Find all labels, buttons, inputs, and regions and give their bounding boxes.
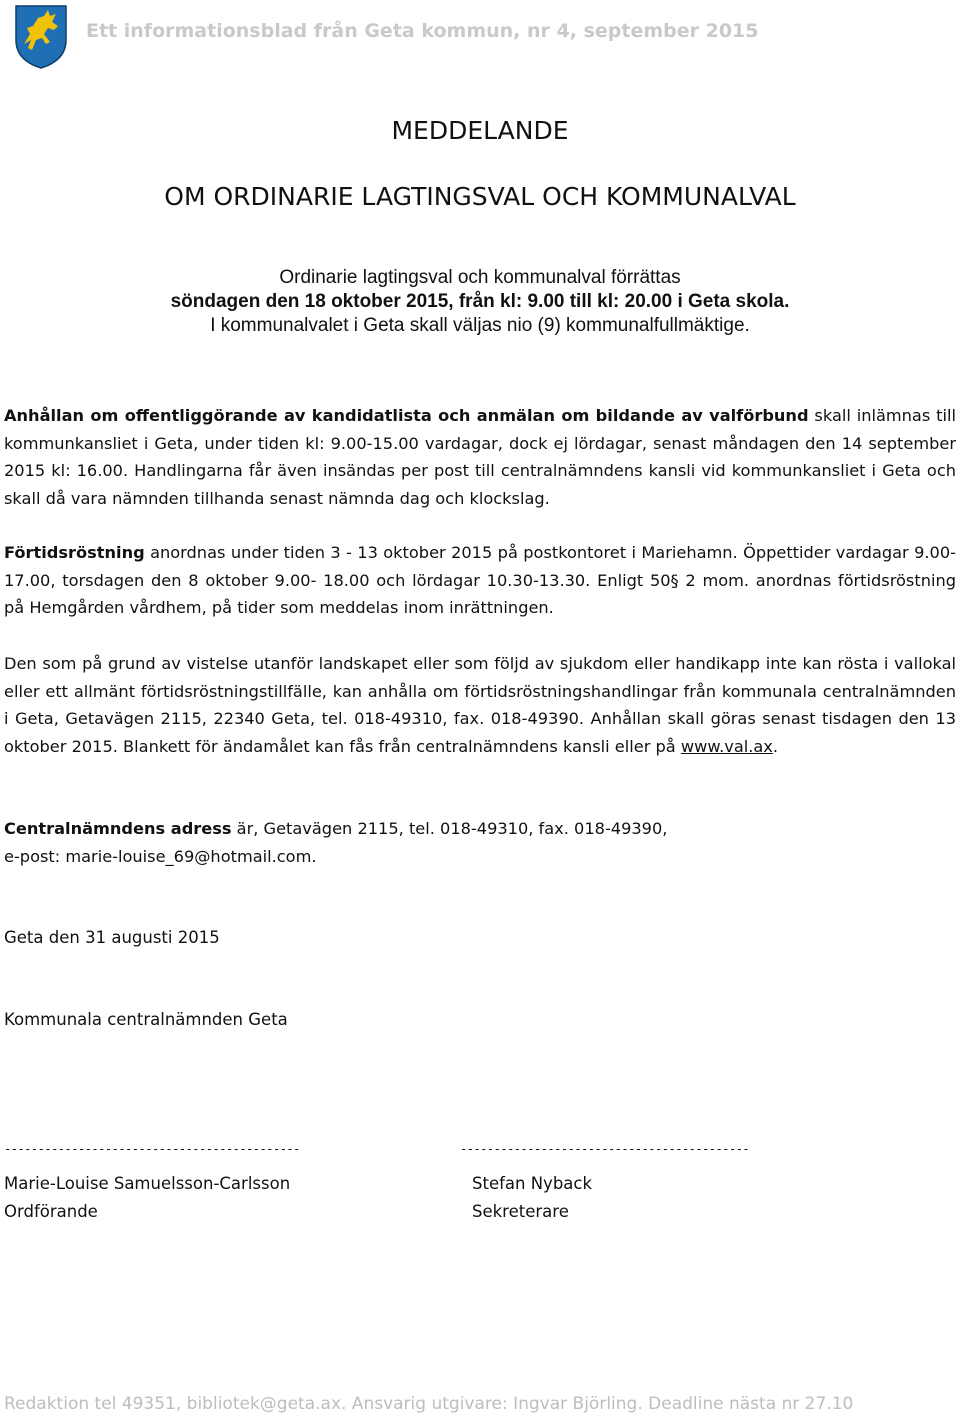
val-ax-link[interactable]: www.val.ax bbox=[680, 736, 773, 756]
signature-line-left: -------------------------------------------- bbox=[4, 1142, 300, 1156]
date-line: Geta den 31 augusti 2015 bbox=[4, 928, 220, 947]
geta-crest-icon bbox=[14, 4, 68, 70]
paragraph-postal-voting bbox=[4, 650, 956, 760]
intro-line-2: söndagen den 18 oktober 2015, från kl: 9.00 till kl: 20.00 i Geta skola. bbox=[170, 291, 790, 312]
paragraph-advance-voting-text: anordnas under tiden 3 - 13 oktober 2015 på postkontoret i Mariehamn. Öppettider vardagar 9.00- 17.00, torsdagen den 8 oktober 9.00- 18.00 och lördagar 10.30-13.30. Enligt 50§ 2 mom. anordnas förtidsröstning på Hemgården vårdhem, på tider som meddelas inom inrättningen. bbox=[4, 543, 956, 617]
address-email-line: e-post: marie-louise_69@hotmail.com. bbox=[4, 846, 317, 866]
signer-name-right: Stefan Nyback bbox=[472, 1174, 593, 1193]
paragraph-postal-voting-end: . bbox=[772, 736, 779, 756]
signature-left bbox=[4, 1170, 290, 1226]
signer-name-left: Marie-Louise Samuelsson-Carlsson bbox=[4, 1174, 291, 1193]
paragraph-advance-voting-lead: Förtidsröstning bbox=[4, 543, 145, 562]
paragraph-postal-voting-text: Den som på grund av vistelse utanför landskapet eller som följd av sjukdom eller handikapp inte kan rösta i vallokal eller ett allmänt förtidsröstningstillfälle, kan anhålla om förtidsröstningshandlingar från kommunala centralnämnden i Geta, Getavägen 2115, 22340 Geta, tel. 018-49310, fax. 018-49390. Anhållan skall göras senast tisdagen den 13 oktober 2015. Blankett för ändamålet kan fås från centralnämndens kansli eller på bbox=[4, 654, 956, 756]
signer-role-right: Sekreterare bbox=[472, 1202, 569, 1221]
title-meddelande: MEDDELANDE bbox=[391, 116, 569, 145]
intro-block bbox=[0, 266, 960, 338]
signature-line-right: ------------------------------------------- bbox=[460, 1142, 750, 1156]
intro-line-3: I kommunalvalet i Geta skall väljas nio (9) kommunalfullmäktige. bbox=[210, 315, 750, 336]
title-election: OM ORDINARIE LAGTINGSVAL OCH KOMMUNALVAL bbox=[164, 182, 796, 211]
newsletter-info-line: Ett informationsblad från Geta kommun, nr 4, september 2015 bbox=[86, 20, 759, 42]
signature-right bbox=[472, 1170, 592, 1226]
address-line-1: är, Getavägen 2115, tel. 018-49310, fax. 018-49390, bbox=[231, 819, 668, 838]
organization-line: Kommunala centralnämnden Geta bbox=[4, 1010, 288, 1029]
intro-line-1: Ordinarie lagtingsval och kommunalval förrättas bbox=[279, 267, 681, 288]
paragraph-address bbox=[4, 815, 956, 870]
footer-line: Redaktion tel 49351, bibliotek@geta.ax. Ansvarig utgivare: Ingvar Björling. Deadline nästa nr 27.10 bbox=[4, 1394, 854, 1414]
paragraph-advance-voting bbox=[4, 539, 956, 622]
address-lead: Centralnämndens adress bbox=[4, 819, 232, 838]
paragraph-candidate-list-lead: Anhållan om offentliggörande av kandidatlista och anmälan om bildande av valförbund bbox=[4, 406, 809, 425]
paragraph-candidate-list bbox=[4, 402, 956, 512]
paragraph-candidate-list-text: skall inlämnas till kommunkansliet i Geta, under tiden kl: 9.00-15.00 vardagar, dock ej lördagar, senast måndagen den 14 september 2015 kl: 16.00. Handlingarna får även insändas per post till centralnämndens kansli vid kommunkansliet i Geta och skall då vara nämnden tillhanda senast nämnda dag och klockslag. bbox=[4, 406, 956, 508]
signer-role-left: Ordförande bbox=[4, 1202, 98, 1221]
